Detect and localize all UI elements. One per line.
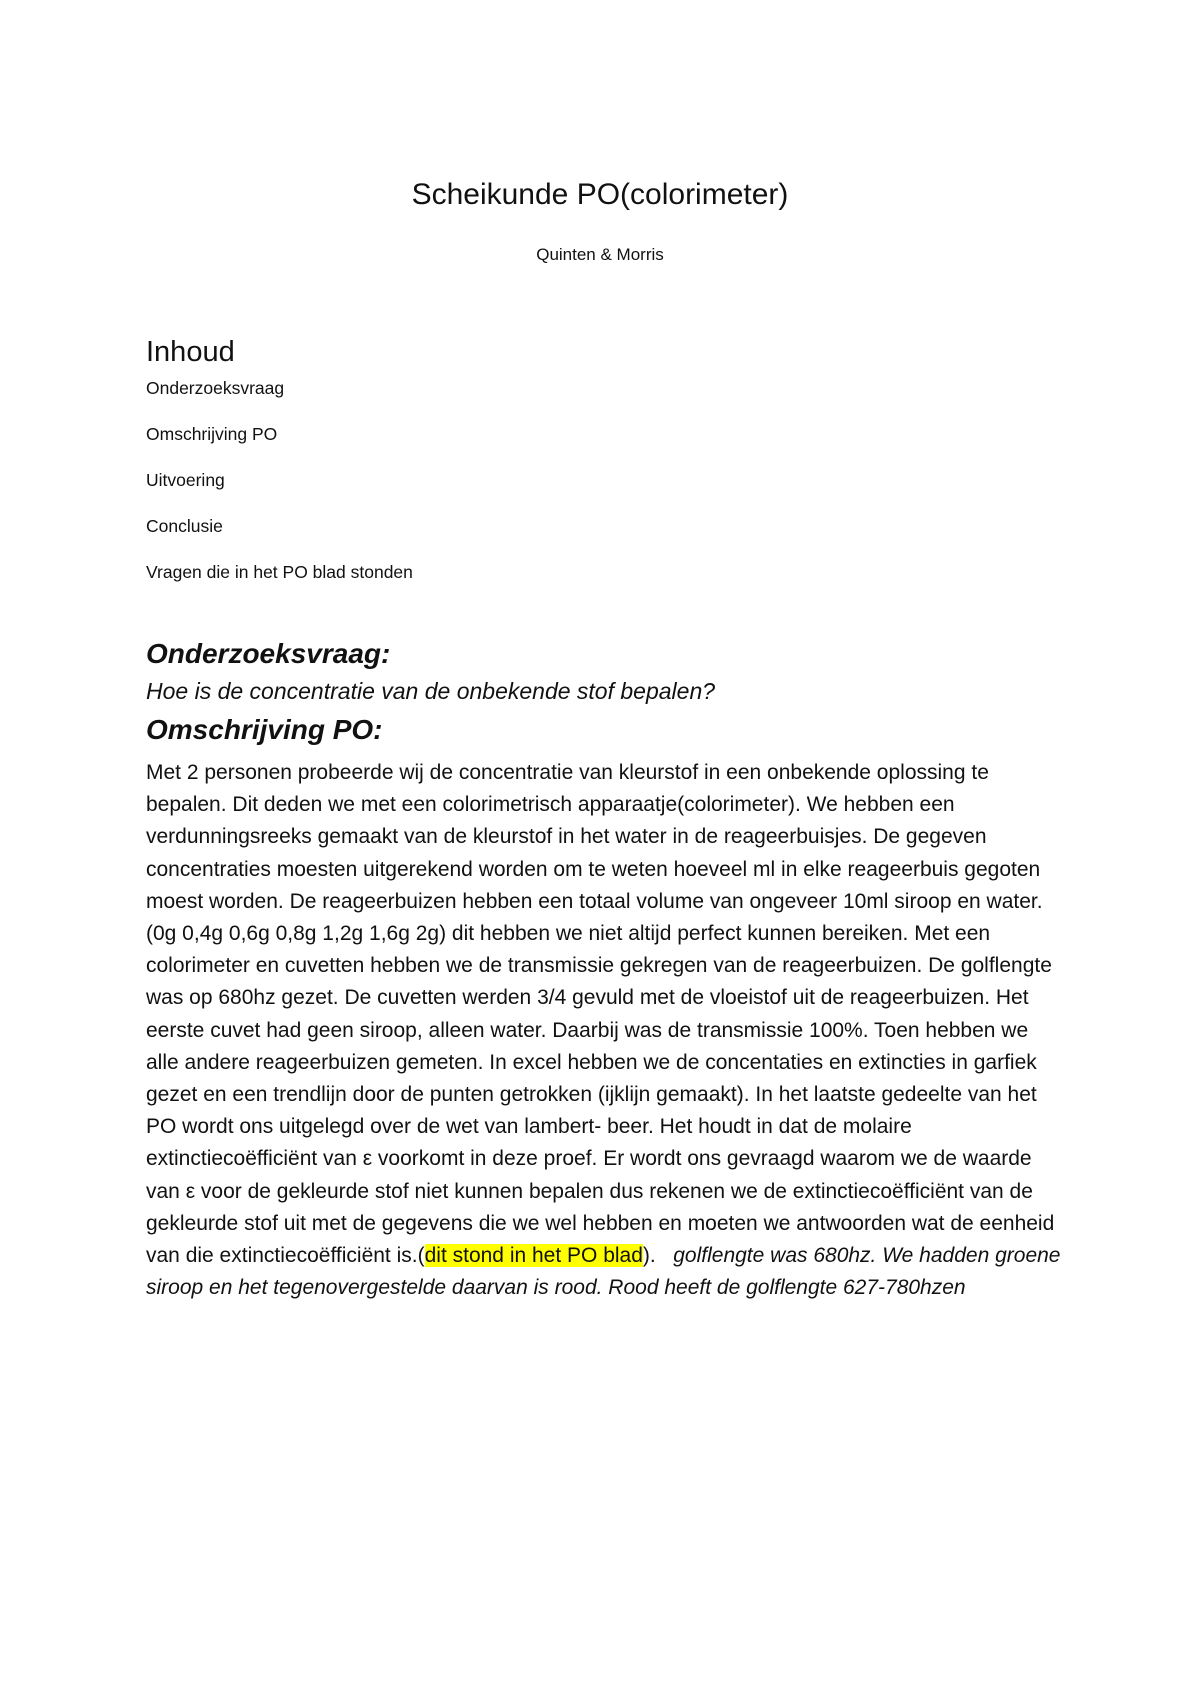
omschrijving-paragraph (146, 757, 1066, 1304)
toc-item-onderzoeksvraag[interactable]: Onderzoeksvraag (146, 378, 285, 398)
research-question: Hoe is de concentratie van de onbekende stof bepalen? (146, 678, 716, 704)
document-title: Scheikunde PO(colorimeter) (411, 178, 789, 211)
toc-heading: Inhoud (146, 336, 235, 368)
omschrijving-heading: Omschrijving PO: (146, 714, 383, 745)
italic-note: golflengte was 680hz. We hadden groene siroop en het tegenovergestelde daarvan is rood. Rood heeft de golflengte 627-780hzen (146, 1244, 1061, 1300)
paragraph-text-after-highlight: ). (642, 1244, 674, 1268)
toc-list (146, 376, 413, 606)
toc-item-vragen[interactable]: Vragen die in het PO blad stonden (146, 562, 413, 582)
onderzoeksvraag-heading: Onderzoeksvraag: (146, 638, 391, 669)
toc-item-uitvoering[interactable]: Uitvoering (146, 470, 225, 490)
highlighted-text: dit stond in het PO blad (424, 1244, 643, 1268)
toc-item-omschrijving[interactable]: Omschrijving PO (146, 424, 278, 444)
document-authors: Quinten & Morris (536, 245, 664, 264)
toc-item-conclusie[interactable]: Conclusie (146, 516, 223, 536)
paragraph-main-text: Met 2 personen probeerde wij de concentratie van kleurstof in een onbekende oplossing te bepalen. Dit deden we met een colorimetrisch apparaatje(colorimeter). We hebben een verdunningsreeks gemaakt van de kleurstof in het water in de reageerbuisjes. De gegeven concentraties moesten uitgerekend worden om te weten hoeveel ml in elke reageerbuis gegoten moest worden. De reageerbuizen hebben een totaal volume van ongeveer 10ml siroop en water. (0g 0,4g 0,6g 0,8g 1,2g 1,6g 2g) dit hebben we niet altijd perfect kunnen bereiken. Met een colorimeter en cuvetten hebben we de transmissie gekregen van de reageerbuizen. De golflengte was op 680hz gezet. De cuvetten werden 3/4 gevuld met de vloeistof uit de reageerbuizen. Het eerste cuvet had geen siroop, alleen water. Daarbij was de transmissie 100%. Toen hebben we alle andere reageerbuizen gemeten. In excel hebben we de concentaties en extincties in garfiek gezet en een trendlijn door de punten getrokken (ijklijn gemaakt). In het laatste gedeelte van het PO wordt ons uitgelegd over de wet van lambert- beer. Het houdt in dat de molaire extinctiecoëfficiënt van ε voorkomt in deze proef. Er wordt ons gevraagd waarom we de waarde van ε voor de gekleurde stof niet kunnen bepalen dus rekenen we de extinctiecoëfficiënt van de gekleurde stof uit met de gegevens die we wel hebben en moeten we antwoorden wat de eenheid van die extinctiecoëfficiënt is.( (146, 761, 1055, 1268)
